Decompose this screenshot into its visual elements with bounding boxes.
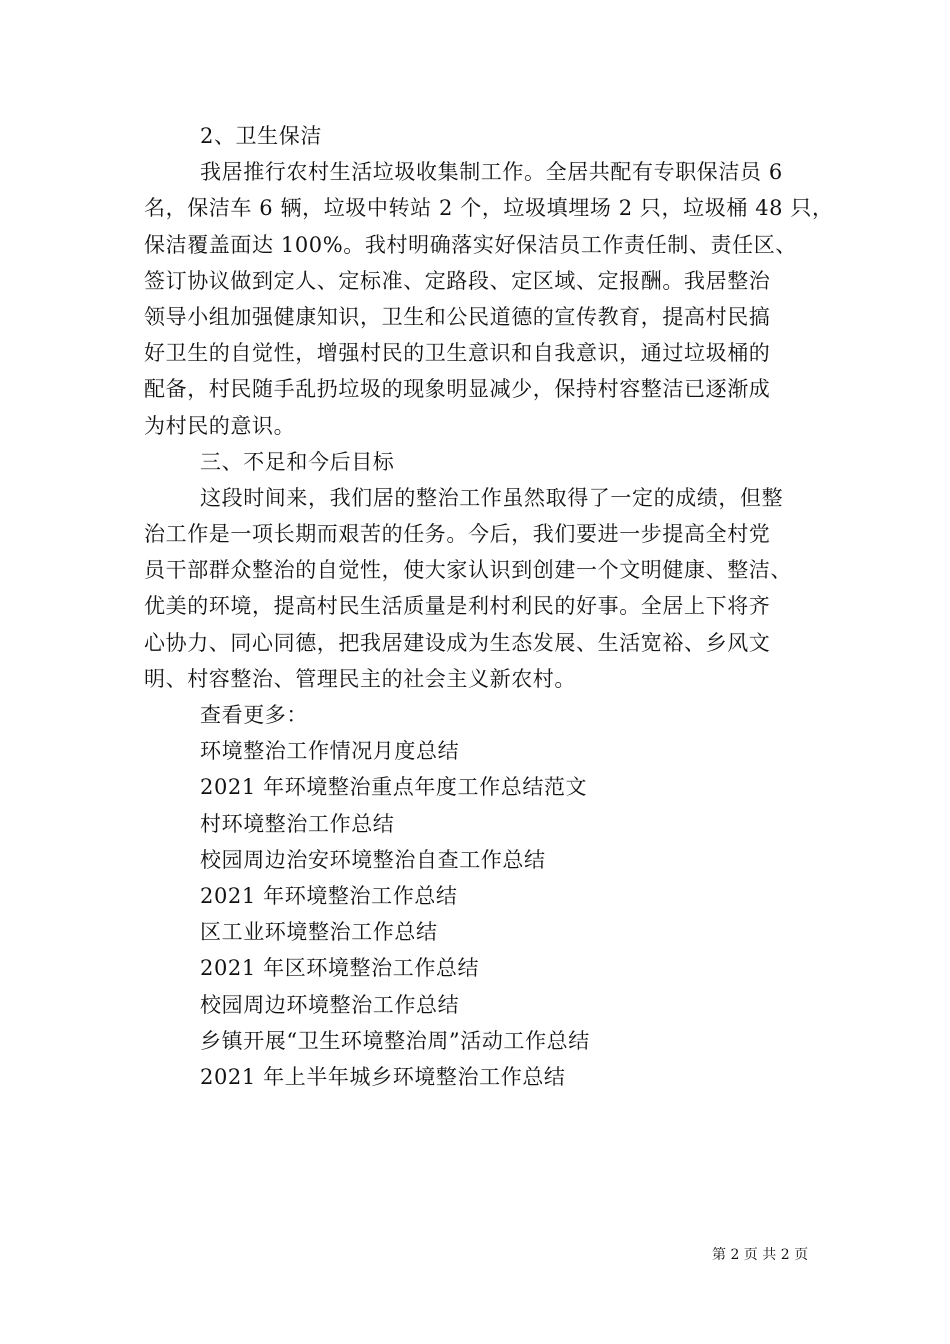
paragraph-line: 我居推行农村生活垃圾收集制工作。全居共配有专职保洁员 6: [200, 160, 783, 185]
section-heading-hygiene: 2、卫生保洁: [200, 124, 322, 148]
related-article-link[interactable]: 村环境整治工作总结: [200, 811, 395, 836]
paragraph-line: 保洁覆盖面达 100%。我村明确落实好保洁员工作责任制、责任区、: [144, 232, 797, 257]
related-article-link[interactable]: 2021 年环境整治重点年度工作总结范文: [200, 775, 588, 800]
paragraph-line: 心协力、同心同德，把我居建设成为生态发展、生活宽裕、乡风文: [144, 630, 771, 655]
paragraph-line: 配备，村民随手乱扔垃圾的现象明显减少，保持村容整洁已逐渐成: [144, 377, 771, 402]
paragraph-line: 治工作是一项长期而艰苦的任务。今后，我们要进一步提高全村党: [144, 522, 771, 547]
page-number-footer: 第 2 页 共 2 页: [712, 1247, 809, 1263]
related-article-link[interactable]: 乡镇开展“卫生环境整治周”活动工作总结: [200, 1028, 590, 1053]
paragraph-line: 签订协议做到定人、定标准、定路段、定区域、定报酬。我居整治: [144, 268, 771, 293]
paragraph-line: 为村民的意识。: [144, 413, 296, 438]
document-body: [144, 118, 834, 1095]
paragraph-line: 明、村容整治、管理民主的社会主义新农村。: [144, 666, 576, 691]
related-article-link[interactable]: 校园周边环境整治工作总结: [200, 992, 460, 1017]
related-article-link[interactable]: 校园周边治安环境整治自查工作总结: [200, 847, 546, 872]
related-article-link[interactable]: 2021 年上半年城乡环境整治工作总结: [200, 1064, 566, 1089]
related-article-link[interactable]: 2021 年区环境整治工作总结: [200, 956, 480, 981]
paragraph-line: 员干部群众整治的自觉性，使大家认识到创建一个文明健康、整洁、: [144, 558, 792, 583]
related-article-link[interactable]: 环境整治工作情况月度总结: [200, 739, 460, 764]
paragraph-line: 好卫生的自觉性，增强村民的卫生意识和自我意识，通过垃圾桶的: [144, 341, 771, 366]
section-heading-goals: 三、不足和今后目标: [200, 449, 395, 474]
paragraph-line: 这段时间来，我们居的整治工作虽然取得了一定的成绩，但整: [200, 485, 784, 510]
paragraph-line: 优美的环境，提高村民生活质量是利村利民的好事。全居上下将齐: [144, 594, 771, 619]
paragraph-line: 名，保洁车 6 辆，垃圾中转站 2 个，垃圾填埋场 2 只，垃圾桶 48 只，: [144, 196, 834, 221]
related-article-link[interactable]: 2021 年环境整治工作总结: [200, 883, 458, 908]
see-more-label: 查看更多：: [200, 703, 308, 727]
related-article-link[interactable]: 区工业环境整治工作总结: [200, 920, 438, 945]
paragraph-line: 领导小组加强健康知识，卫生和公民道德的宣传教育，提高村民搞: [144, 304, 771, 329]
